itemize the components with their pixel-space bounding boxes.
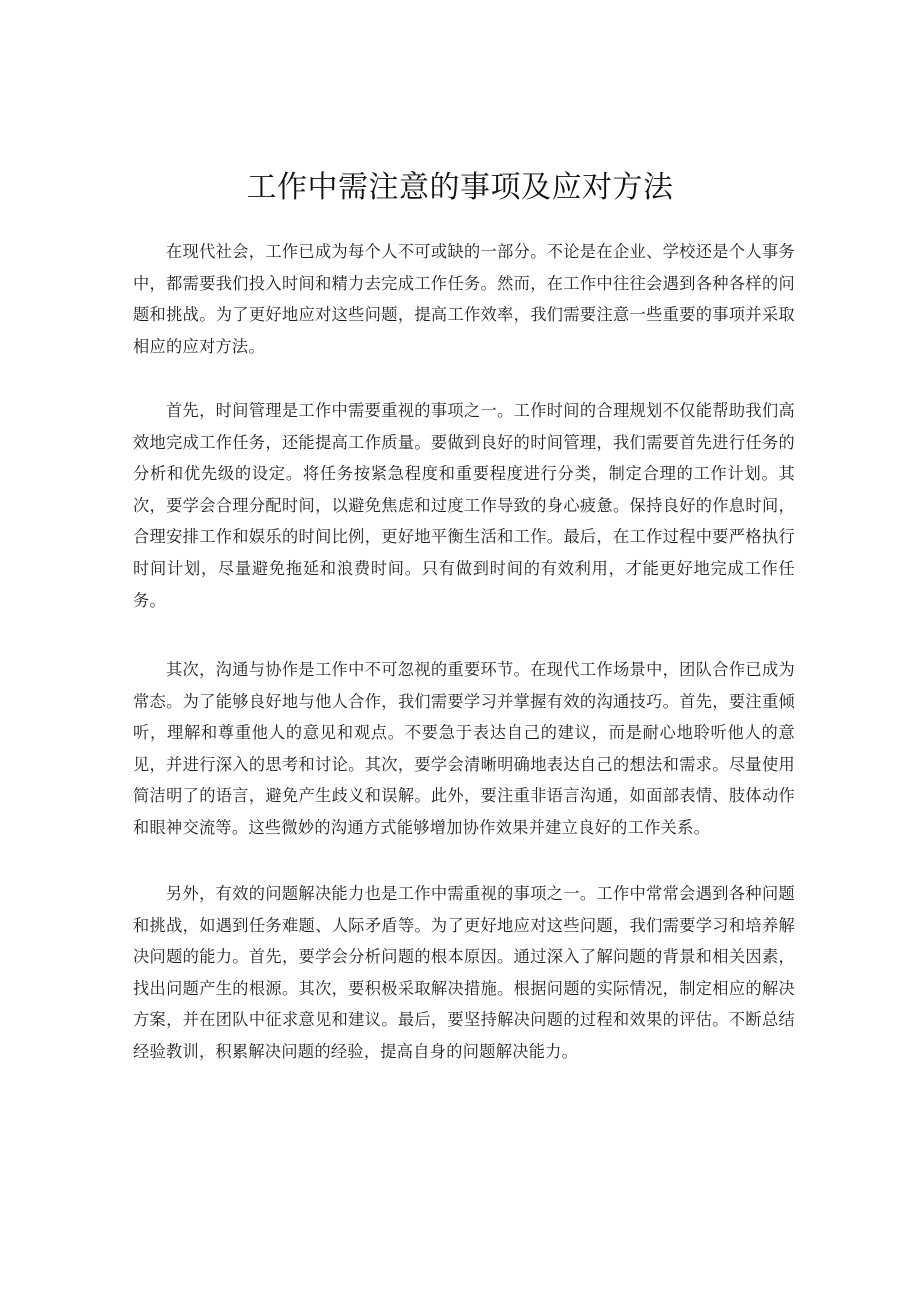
paragraph-problem-solving: 另外，有效的问题解决能力也是工作中需重视的事项之一。工作中常常会遇到各种问题和挑战，如遇到任务难题、人际矛盾等。为了更好地应对这些问题，我们需要学习和培养解决问题的能力。首先，要学会分析问题的根本原因。通过深入了解问题的背景和相关因素，找出问题产生的根源。其次，要积极采取解决措施。根据问题的实际情况，制定相应的解决方案，并在团队中征求意见和建议。最后，要坚持解决问题的过程和效果的评估。不断总结经验教训，积累解决问题的经验，提高自身的问题解决能力。 — [133, 884, 795, 1061]
paragraph-intro: 在现代社会，工作已成为每个人不可或缺的一部分。不论是在企业、学校还是个人事务中，都需要我们投入时间和精力去完成工作任务。然而，在工作中往往会遇到各种各样的问题和挑战。为了更好地应对这些问题，提高工作效率，我们需要注意一些重要的事项并采取相应的应对方法。 — [133, 242, 795, 356]
document-title: 工作中需注意的事项及应对方法 — [246, 170, 674, 205]
paragraph-communication: 其次，沟通与协作是工作中不可忽视的重要环节。在现代工作场景中，团队合作已成为常态。为了能够良好地与他人合作，我们需要学习并掌握有效的沟通技巧。首先，要注重倾听，理解和尊重他人的意见和观点。不要急于表达自己的建议，而是耐心地聆听他人的意见，并进行深入的思考和讨论。其次，要学会清晰明确地表达自己的想法和需求。尽量使用简洁明了的语言，避免产生歧义和误解。此外，要注重非语言沟通，如面部表情、肢体动作和眼神交流等。这些微妙的沟通方式能够增加协作效果并建立良好的工作关系。 — [133, 660, 795, 837]
paragraph-time-management: 首先，时间管理是工作中需要重视的事项之一。工作时间的合理规划不仅能帮助我们高效地完成工作任务，还能提高工作质量。要做到良好的时间管理，我们需要首先进行任务的分析和优先级的设定。将任务按紧急程度和重要程度进行分类，制定合理的工作计划。其次，要学会合理分配时间，以避免焦虑和过度工作导致的身心疲惫。保持良好的作息时间，合理安排工作和娱乐的时间比例，更好地平衡生活和工作。最后，在工作过程中要严格执行时间计划，尽量避免拖延和浪费时间。只有做到时间的有效利用，才能更好地完成工作任务。 — [133, 401, 795, 610]
